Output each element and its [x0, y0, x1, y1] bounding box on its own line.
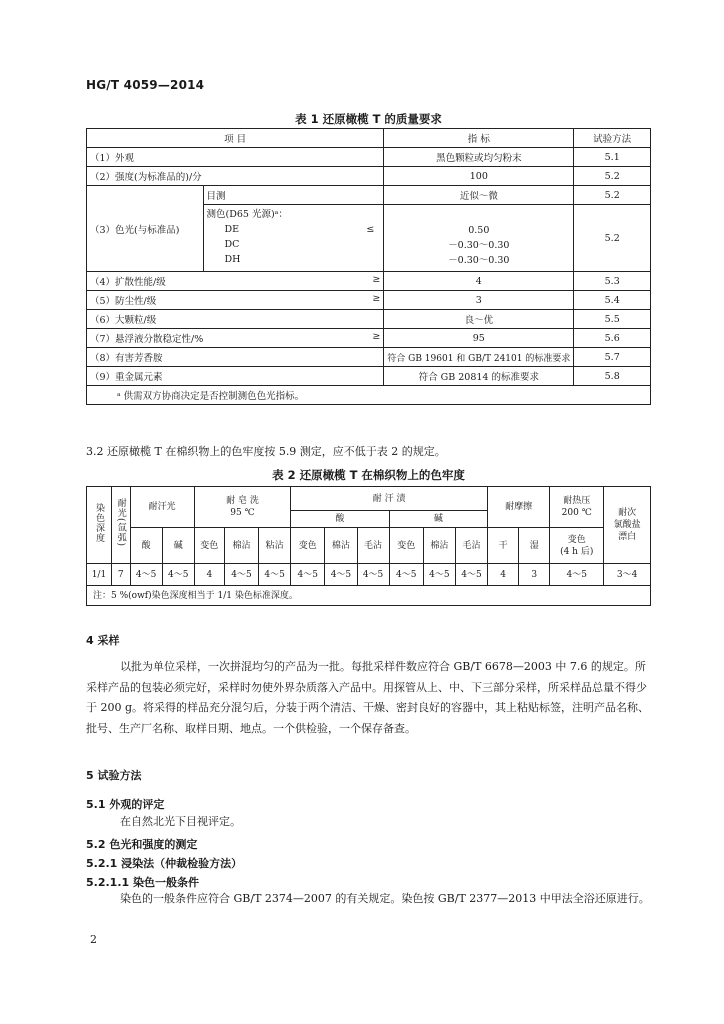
t2-h-chlorine-2: 氯酸盐	[613, 520, 641, 530]
section-5-1-title: 5.1 外观的评定	[86, 798, 165, 811]
t2-s-alkali-change: 变色	[389, 528, 423, 564]
t1-r1-value: 黑色颗粒或均匀粉末	[384, 148, 574, 167]
t1-r3-de-value: 0.50	[468, 224, 490, 236]
t1-head-method: 试验方法	[574, 129, 651, 148]
t1-r2-label: （2）强度(为标准品的)/分	[87, 167, 384, 186]
t1-r4-label	[87, 272, 384, 291]
t2-v-12: 4～5	[455, 564, 487, 586]
t2-s-wet: 湿	[519, 528, 550, 564]
t1-r7-sym: ≥	[372, 331, 381, 342]
t2-h-heat-title: 耐热压	[563, 496, 591, 506]
t2-s-acid-wool: 毛沾	[357, 528, 389, 564]
para-3-2: 3.2 还原橄榄 T 在棉织物上的色牢度按 5.9 测定，应不低于表 2 的规定。	[86, 445, 446, 458]
t2-v-1: 7	[111, 564, 130, 586]
t1-r9-method: 5.8	[574, 367, 651, 386]
t2-v-15: 4～5	[550, 564, 604, 586]
t2-s-acid-cotton: 棉沾	[325, 528, 357, 564]
t1-r9-label: （9）重金属元素	[87, 367, 384, 386]
t1-r3-sub2-title: 测色(D65 光源)ᵃ：	[206, 209, 288, 220]
table2	[86, 486, 651, 606]
t1-r5-text: （5）防尘性/级	[90, 296, 157, 307]
t2-h-chlorine-1: 耐次	[618, 508, 637, 518]
section-5-2-1-1-body: 染色的一般条件应符合 GB/T 2374—2007 的有关规定。染色按 GB/T 2377—2013 中甲法全浴还原进行。	[120, 892, 650, 905]
t2-h-rub: 耐摩擦	[488, 487, 550, 528]
t1-r3-de: DE	[224, 224, 240, 235]
t2-v-14: 3	[519, 564, 550, 586]
t2-v-16: 3～4	[604, 564, 651, 586]
t2-h-light	[111, 487, 130, 564]
t2-v-4: 4	[194, 564, 224, 586]
t2-v-10: 4～5	[389, 564, 423, 586]
t2-s-heat-change: 变色	[567, 534, 586, 545]
t2-s-soap-cotton: 棉沾	[224, 528, 258, 564]
t2-h-perspiration: 耐 汗 渍	[291, 487, 488, 511]
t2-h-soap	[194, 487, 290, 528]
t2-v-11: 4～5	[423, 564, 455, 586]
t2-s-soap-change: 变色	[194, 528, 224, 564]
t2-s-acid: 酸	[130, 528, 162, 564]
t1-footnote: ᵃ 供需双方协商决定是否控制测色色光指标。	[87, 386, 651, 405]
t2-h-alkali: 碱	[389, 511, 487, 528]
t1-r9-value: 符合 GB 20814 的标准要求	[384, 367, 574, 386]
t1-r3-dc: DC	[224, 239, 240, 250]
table1	[86, 128, 651, 405]
t2-h-soap-temp: 95 ℃	[230, 508, 255, 518]
t1-r4-value: 4	[384, 272, 574, 291]
t1-r3-dc-value: －0.30～0.30	[448, 239, 510, 251]
t1-r3-dh: DH	[224, 254, 241, 265]
section-4-body: 以批为单位采样，一次拼混均匀的产品为一批。每批采样件数应符合 GB/T 6678—2003 中 7.6 的规定。所采样产品的包装必须完好，采样时勿使外界杂质落入产品中。用探管从上、中、下三部分采样，所采样品总量不得少于 200 g。将采得的样品充分混匀后，分装于两个清洁、干燥、密封良好的容器中，其上粘贴标签，注明产品名称、批号、生产厂名称、取样日期、地点。一个供检验，一个保存备查。	[86, 660, 650, 735]
t1-r7-text: （7）悬浮液分散稳定性/%	[90, 334, 204, 345]
t2-v-9: 4～5	[357, 564, 389, 586]
t1-r4-text: （4）扩散性能/级	[90, 277, 166, 288]
t1-r3-dh-value: －0.30～0.30	[448, 254, 510, 266]
t1-r6-method: 5.5	[574, 310, 651, 329]
t1-r8-label: （8）有害芳香胺	[87, 348, 384, 367]
t2-h-depth	[87, 487, 112, 564]
t1-r8-method: 5.7	[574, 348, 651, 367]
t1-r3-sub2-values	[384, 205, 574, 272]
t2-v-2: 4～5	[130, 564, 162, 586]
t2-h-acid: 酸	[291, 511, 389, 528]
document-header: HG/T 4059—2014	[86, 78, 205, 92]
t2-h-depth-text: 染色深度	[93, 503, 104, 543]
section-5-2-1-title: 5.2.1 浸染法（仲裁检验方法）	[86, 857, 243, 870]
t2-s-soap-stain: 粘沾	[259, 528, 291, 564]
t2-v-3: 4～5	[162, 564, 194, 586]
t1-r3-sub1-value: 近似～微	[384, 186, 574, 205]
page-number: 2	[90, 933, 97, 946]
t1-r7-method: 5.6	[574, 329, 651, 348]
t1-r4-sym: ≥	[372, 274, 381, 285]
t1-r3-sub1-method: 5.2	[574, 186, 651, 205]
t2-s-alkali: 碱	[162, 528, 194, 564]
t2-s-heat	[550, 528, 604, 564]
t1-head-index: 指 标	[384, 129, 574, 148]
t1-r5-method: 5.4	[574, 291, 651, 310]
t2-s-alkali-cotton: 棉沾	[423, 528, 455, 564]
t2-s-acid-change: 变色	[291, 528, 325, 564]
t1-r5-sym: ≥	[372, 293, 381, 304]
section-4-title: 4 采样	[86, 634, 120, 647]
t1-r3-le: ≤	[366, 224, 375, 235]
t1-r7-label	[87, 329, 384, 348]
t2-v-7: 4～5	[291, 564, 325, 586]
section-5-2-1-1-title: 5.2.1.1 染色一般条件	[86, 876, 199, 889]
t1-r5-value: 3	[384, 291, 574, 310]
t2-v-5: 4～5	[224, 564, 258, 586]
t1-r3-sub2	[203, 205, 384, 272]
t2-h-chlorine	[604, 487, 651, 564]
t1-r7-value: 95	[384, 329, 574, 348]
t2-v-0: 1/1	[87, 564, 112, 586]
t1-r2-value: 100	[384, 167, 574, 186]
t2-v-13: 4	[488, 564, 519, 586]
t2-s-heat-time: (4 h 后)	[560, 546, 594, 557]
table1-caption: 表 1 还原橄榄 T 的质量要求	[295, 112, 442, 126]
t2-h-sweat: 耐汗光	[130, 487, 194, 528]
t1-r6-value: 良～优	[384, 310, 574, 329]
t2-h-light-text: 耐光(氙弧)	[115, 498, 126, 548]
t2-s-dry: 干	[488, 528, 519, 564]
t1-r3-sub1: 目测	[203, 186, 384, 205]
section-5-title: 5 试验方法	[86, 769, 142, 782]
t2-h-heat	[550, 487, 604, 528]
t1-r5-label	[87, 291, 384, 310]
t2-note: 注：5 %(owf)染色深度相当于 1/1 染色标准深度。	[87, 586, 651, 606]
t2-v-8: 4～5	[325, 564, 357, 586]
t2-v-6: 4～5	[259, 564, 291, 586]
table2-caption: 表 2 还原橄榄 T 在棉织物上的色牢度	[272, 468, 465, 482]
t1-r1-label: （1）外观	[87, 148, 384, 167]
t1-r6-label: （6）大颗粒/级	[87, 310, 384, 329]
t1-r3-label: （3）色光(与标准品)	[87, 186, 204, 272]
t1-r1-method: 5.1	[574, 148, 651, 167]
section-5-1-body: 在自然北光下目视评定。	[120, 815, 241, 828]
t2-h-soap-title: 耐 皂 洗	[226, 496, 259, 506]
t2-h-chlorine-3: 漂白	[618, 532, 637, 542]
t1-r3-sub2-method: 5.2	[574, 205, 651, 272]
t1-r4-method: 5.3	[574, 272, 651, 291]
t1-r2-method: 5.2	[574, 167, 651, 186]
section-5-2-title: 5.2 色光和强度的测定	[86, 838, 198, 851]
t1-r8-value: 符合 GB 19601 和 GB/T 24101 的标准要求	[384, 348, 574, 367]
t1-head-item: 项 目	[87, 129, 384, 148]
t2-s-alkali-wool: 毛沾	[455, 528, 487, 564]
t2-h-heat-temp: 200 ℃	[561, 508, 592, 518]
